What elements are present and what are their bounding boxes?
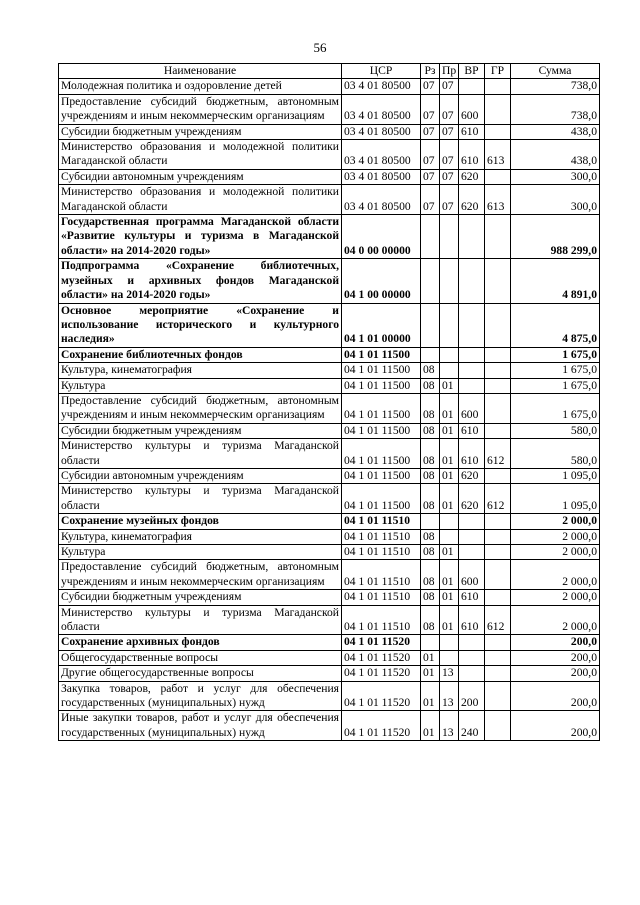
cell-rz (421, 635, 440, 650)
cell-gr: 612 (485, 439, 511, 469)
cell-vr (459, 514, 485, 529)
cell-rz: 08 (421, 439, 440, 469)
cell-pr: 07 (440, 94, 459, 124)
cell-rz: 08 (421, 529, 440, 544)
cell-sum: 1 675,0 (511, 347, 600, 362)
cell-pr: 07 (440, 185, 459, 215)
table-row (59, 94, 600, 124)
header-name: Наименование (59, 64, 342, 79)
cell-csr: 04 1 01 11520 (342, 666, 421, 681)
cell-csr: 04 0 00 00000 (342, 215, 421, 259)
cell-name: Субсидии автономным учреждениям (59, 468, 342, 483)
table-row (59, 590, 600, 605)
cell-csr: 04 1 01 11500 (342, 393, 421, 423)
cell-gr (485, 545, 511, 560)
header-rz: Рз (421, 64, 440, 79)
cell-gr: 613 (485, 140, 511, 170)
cell-sum: 2 000,0 (511, 605, 600, 635)
cell-name: Субсидии автономным учреждениям (59, 169, 342, 184)
cell-sum: 580,0 (511, 439, 600, 469)
cell-vr: 620 (459, 169, 485, 184)
cell-name: Общегосударственные вопросы (59, 650, 342, 665)
cell-pr: 01 (440, 560, 459, 590)
cell-name: Иные закупки товаров, работ и услуг для обеспечения государственных (муниципальных) нужд (59, 711, 342, 741)
cell-vr: 600 (459, 393, 485, 423)
cell-sum: 200,0 (511, 711, 600, 741)
cell-name: Министерство культуры и туризма Магаданской области (59, 484, 342, 514)
cell-name: Основное мероприятие «Сохранение и использование исторического и культурного наследия» (59, 303, 342, 347)
cell-gr (485, 681, 511, 711)
cell-sum: 2 000,0 (511, 590, 600, 605)
table-row (59, 347, 600, 362)
cell-sum: 200,0 (511, 635, 600, 650)
cell-pr: 07 (440, 140, 459, 170)
cell-gr (485, 94, 511, 124)
cell-vr (459, 650, 485, 665)
table-row (59, 79, 600, 94)
cell-rz: 08 (421, 590, 440, 605)
table-row (59, 468, 600, 483)
cell-rz: 07 (421, 169, 440, 184)
cell-rz: 01 (421, 681, 440, 711)
table-row (59, 423, 600, 438)
table-row (59, 635, 600, 650)
header-csr: ЦСР (342, 64, 421, 79)
cell-csr: 03 4 01 80500 (342, 140, 421, 170)
cell-sum: 1 675,0 (511, 363, 600, 378)
cell-vr: 610 (459, 605, 485, 635)
table-row (59, 560, 600, 590)
cell-vr (459, 259, 485, 303)
cell-name: Культура, кинематография (59, 529, 342, 544)
cell-rz: 07 (421, 140, 440, 170)
cell-gr (485, 215, 511, 259)
cell-pr: 07 (440, 79, 459, 94)
cell-sum: 200,0 (511, 650, 600, 665)
cell-sum: 988 299,0 (511, 215, 600, 259)
cell-pr: 01 (440, 605, 459, 635)
cell-csr: 03 4 01 80500 (342, 79, 421, 94)
cell-pr: 01 (440, 439, 459, 469)
cell-gr (485, 635, 511, 650)
cell-gr (485, 169, 511, 184)
cell-pr (440, 215, 459, 259)
table-row (59, 545, 600, 560)
cell-vr (459, 635, 485, 650)
table-row (59, 439, 600, 469)
budget-table (58, 63, 600, 741)
table-header-row (59, 64, 600, 79)
cell-vr: 610 (459, 590, 485, 605)
page-number: 56 (313, 40, 327, 55)
table-row (59, 140, 600, 170)
cell-vr: 610 (459, 140, 485, 170)
cell-rz: 08 (421, 378, 440, 393)
cell-csr: 04 1 00 00000 (342, 259, 421, 303)
cell-csr: 04 1 01 11510 (342, 560, 421, 590)
cell-rz: 08 (421, 393, 440, 423)
cell-rz: 08 (421, 468, 440, 483)
cell-rz (421, 514, 440, 529)
cell-pr (440, 363, 459, 378)
cell-rz: 08 (421, 605, 440, 635)
cell-name: Субсидии бюджетным учреждениям (59, 423, 342, 438)
cell-vr: 240 (459, 711, 485, 741)
cell-sum: 1 095,0 (511, 468, 600, 483)
cell-rz: 07 (421, 79, 440, 94)
table-row (59, 605, 600, 635)
cell-pr: 01 (440, 468, 459, 483)
cell-rz: 08 (421, 560, 440, 590)
cell-vr (459, 303, 485, 347)
cell-sum: 1 675,0 (511, 393, 600, 423)
cell-csr: 03 4 01 80500 (342, 124, 421, 139)
cell-name: Культура (59, 545, 342, 560)
cell-gr (485, 590, 511, 605)
cell-sum: 1 675,0 (511, 378, 600, 393)
cell-rz: 07 (421, 185, 440, 215)
table-row (59, 215, 600, 259)
cell-name: Сохранение архивных фондов (59, 635, 342, 650)
table-row (59, 169, 600, 184)
cell-sum: 300,0 (511, 185, 600, 215)
cell-sum: 300,0 (511, 169, 600, 184)
cell-pr: 13 (440, 681, 459, 711)
cell-gr: 612 (485, 605, 511, 635)
cell-sum: 4 875,0 (511, 303, 600, 347)
cell-pr: 13 (440, 711, 459, 741)
cell-vr: 620 (459, 484, 485, 514)
cell-pr (440, 650, 459, 665)
cell-csr: 03 4 01 80500 (342, 169, 421, 184)
cell-sum: 738,0 (511, 79, 600, 94)
cell-csr: 04 1 01 11500 (342, 347, 421, 362)
cell-name: Субсидии бюджетным учреждениям (59, 124, 342, 139)
table-row (59, 650, 600, 665)
cell-name: Сохранение музейных фондов (59, 514, 342, 529)
cell-gr: 613 (485, 185, 511, 215)
cell-gr (485, 259, 511, 303)
cell-csr: 04 1 01 11500 (342, 468, 421, 483)
cell-sum: 2 000,0 (511, 560, 600, 590)
table-row (59, 529, 600, 544)
table-row (59, 378, 600, 393)
cell-gr (485, 378, 511, 393)
table-row (59, 185, 600, 215)
cell-name: Сохранение библиотечных фондов (59, 347, 342, 362)
cell-name: Другие общегосударственные вопросы (59, 666, 342, 681)
cell-gr (485, 468, 511, 483)
cell-gr (485, 529, 511, 544)
cell-gr (485, 711, 511, 741)
header-gr: ГР (485, 64, 511, 79)
cell-vr: 600 (459, 560, 485, 590)
table-row (59, 303, 600, 347)
cell-name: Министерство культуры и туризма Магаданской области (59, 605, 342, 635)
cell-rz (421, 347, 440, 362)
cell-rz: 08 (421, 363, 440, 378)
cell-name: Подпрограмма «Сохранение библиотечных, музейных и архивных фондов Магаданской области» на 2014-2020 годы» (59, 259, 342, 303)
cell-pr: 01 (440, 378, 459, 393)
cell-pr (440, 529, 459, 544)
cell-pr (440, 347, 459, 362)
cell-vr: 620 (459, 185, 485, 215)
cell-csr: 03 4 01 80500 (342, 94, 421, 124)
cell-sum: 2 000,0 (511, 545, 600, 560)
cell-vr (459, 347, 485, 362)
cell-csr: 04 1 01 00000 (342, 303, 421, 347)
cell-gr (485, 514, 511, 529)
cell-csr: 04 1 01 11520 (342, 711, 421, 741)
cell-name: Министерство образования и молодежной политики Магаданской области (59, 140, 342, 170)
cell-pr: 07 (440, 124, 459, 139)
cell-csr: 04 1 01 11500 (342, 439, 421, 469)
cell-pr (440, 303, 459, 347)
cell-vr: 610 (459, 124, 485, 139)
cell-vr (459, 79, 485, 94)
cell-pr: 01 (440, 590, 459, 605)
cell-gr (485, 303, 511, 347)
cell-csr: 04 1 01 11500 (342, 363, 421, 378)
header-sum: Сумма (511, 64, 600, 79)
cell-pr: 01 (440, 545, 459, 560)
cell-vr: 610 (459, 423, 485, 438)
cell-vr (459, 545, 485, 560)
cell-name: Министерство образования и молодежной политики Магаданской области (59, 185, 342, 215)
cell-vr (459, 363, 485, 378)
cell-pr (440, 635, 459, 650)
table-row (59, 124, 600, 139)
cell-gr (485, 79, 511, 94)
table-row (59, 514, 600, 529)
cell-name: Субсидии бюджетным учреждениям (59, 590, 342, 605)
cell-rz: 01 (421, 666, 440, 681)
table-row (59, 681, 600, 711)
cell-rz (421, 259, 440, 303)
cell-csr: 04 1 01 11520 (342, 681, 421, 711)
cell-rz: 01 (421, 711, 440, 741)
table-row (59, 259, 600, 303)
cell-rz: 08 (421, 423, 440, 438)
cell-sum: 1 095,0 (511, 484, 600, 514)
cell-csr: 04 1 01 11510 (342, 605, 421, 635)
table-row (59, 363, 600, 378)
cell-rz (421, 303, 440, 347)
cell-gr (485, 560, 511, 590)
cell-name: Молодежная политика и оздоровление детей (59, 79, 342, 94)
cell-name: Культура (59, 378, 342, 393)
cell-gr: 612 (485, 484, 511, 514)
cell-sum: 200,0 (511, 666, 600, 681)
cell-pr: 01 (440, 484, 459, 514)
cell-pr: 07 (440, 169, 459, 184)
cell-pr: 01 (440, 393, 459, 423)
table-row (59, 711, 600, 741)
cell-gr (485, 650, 511, 665)
cell-name: Государственная программа Магаданской области «Развитие культуры и туризма в Магаданской области» на 2014-2020 годы» (59, 215, 342, 259)
cell-csr: 04 1 01 11520 (342, 650, 421, 665)
table-row (59, 484, 600, 514)
cell-vr (459, 529, 485, 544)
cell-name: Предоставление субсидий бюджетным, автономным учреждениям и иным некоммерческим организациям (59, 560, 342, 590)
cell-csr: 04 1 01 11510 (342, 590, 421, 605)
cell-gr (485, 666, 511, 681)
cell-csr: 04 1 01 11510 (342, 514, 421, 529)
cell-csr: 04 1 01 11500 (342, 484, 421, 514)
cell-sum: 438,0 (511, 140, 600, 170)
cell-csr: 04 1 01 11510 (342, 529, 421, 544)
cell-gr (485, 393, 511, 423)
cell-rz: 07 (421, 124, 440, 139)
cell-gr (485, 347, 511, 362)
cell-rz: 08 (421, 545, 440, 560)
cell-csr: 04 1 01 11510 (342, 545, 421, 560)
cell-vr (459, 378, 485, 393)
cell-pr (440, 514, 459, 529)
cell-vr (459, 215, 485, 259)
cell-pr (440, 259, 459, 303)
cell-sum: 580,0 (511, 423, 600, 438)
cell-pr: 13 (440, 666, 459, 681)
cell-rz: 07 (421, 94, 440, 124)
cell-vr (459, 666, 485, 681)
cell-rz: 08 (421, 484, 440, 514)
cell-sum: 2 000,0 (511, 529, 600, 544)
cell-csr: 04 1 01 11520 (342, 635, 421, 650)
cell-sum: 4 891,0 (511, 259, 600, 303)
table-row (59, 393, 600, 423)
cell-vr: 620 (459, 468, 485, 483)
cell-gr (485, 363, 511, 378)
cell-csr: 03 4 01 80500 (342, 185, 421, 215)
cell-pr: 01 (440, 423, 459, 438)
cell-sum: 438,0 (511, 124, 600, 139)
cell-name: Предоставление субсидий бюджетным, автономным учреждениям и иным некоммерческим организациям (59, 94, 342, 124)
cell-sum: 2 000,0 (511, 514, 600, 529)
cell-name: Культура, кинематография (59, 363, 342, 378)
cell-rz: 01 (421, 650, 440, 665)
cell-name: Министерство культуры и туризма Магаданской области (59, 439, 342, 469)
cell-csr: 04 1 01 11500 (342, 378, 421, 393)
cell-name: Предоставление субсидий бюджетным, автономным учреждениям и иным некоммерческим организациям (59, 393, 342, 423)
cell-name: Закупка товаров, работ и услуг для обеспечения государственных (муниципальных) нужд (59, 681, 342, 711)
cell-sum: 200,0 (511, 681, 600, 711)
header-pr: Пр (440, 64, 459, 79)
cell-csr: 04 1 01 11500 (342, 423, 421, 438)
cell-rz (421, 215, 440, 259)
cell-vr: 610 (459, 439, 485, 469)
cell-sum: 738,0 (511, 94, 600, 124)
cell-vr: 200 (459, 681, 485, 711)
header-vr: ВР (459, 64, 485, 79)
cell-gr (485, 124, 511, 139)
cell-gr (485, 423, 511, 438)
table-row (59, 666, 600, 681)
cell-vr: 600 (459, 94, 485, 124)
